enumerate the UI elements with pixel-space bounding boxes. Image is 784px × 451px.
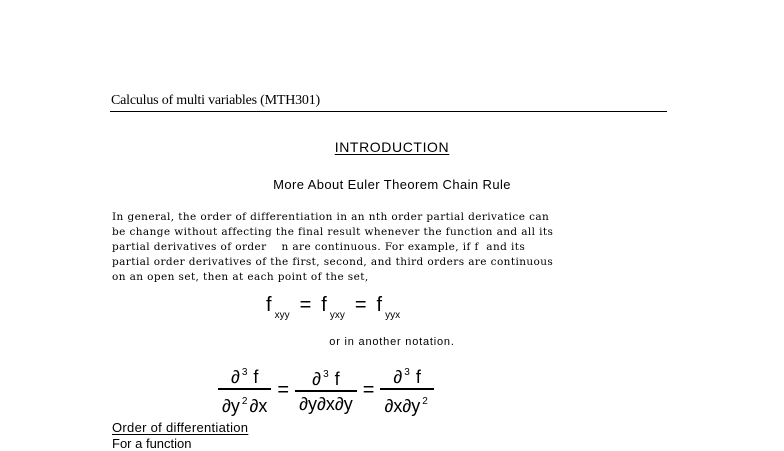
equals-sign: =: [362, 378, 375, 401]
equals-sign: =: [277, 378, 290, 401]
fraction-1: [218, 362, 271, 418]
document-header-title: Calculus of multi variables (MTH301): [111, 93, 320, 108]
order-of-differentiation-heading: Order of differentiation: [112, 420, 249, 435]
leibniz-equation: [218, 362, 434, 418]
fraction-denominator: ∂x∂y $^2$: [384, 396, 428, 416]
alternate-notation-note: or in another notation.: [329, 336, 455, 348]
paragraph-line: on an open set, then at each point of the set,: [112, 271, 369, 283]
fraction-denominator: ∂y∂x∂y: [299, 394, 353, 414]
fraction-denominator: ∂y $^2$ ∂x: [222, 396, 268, 416]
fraction-numerator: ∂ $^3$ f: [312, 369, 340, 389]
fraction-2: [295, 364, 357, 416]
paragraph-line: partial derivatives of order n are continuous. For example, if f and its: [112, 241, 526, 253]
subscript-yxy: yxy: [329, 310, 345, 321]
paragraph-line: partial order derivatives of the first, second, and third orders are continuous: [112, 256, 554, 268]
cut-off-text: For a function: [112, 436, 192, 451]
section-title: [0, 139, 784, 155]
section-subtitle: More About Euler Theorem Chain Rule: [273, 177, 511, 192]
function-symbol: f: [321, 294, 327, 316]
section-title-text: INTRODUCTION: [334, 139, 450, 155]
equals-sign: =: [299, 294, 312, 316]
fraction-numerator: ∂ $^3$ f: [393, 367, 421, 387]
fraction-numerator: ∂ $^3$ f: [230, 367, 259, 387]
subscript-yyx: yyx: [385, 310, 401, 321]
function-symbol: f: [376, 294, 383, 316]
intro-paragraph: [112, 210, 592, 285]
fraction-3: [380, 362, 433, 418]
mixed-partial-equation: [266, 294, 400, 324]
paragraph-line: In general, the order of differentiation in an nth order partial derivatice can: [112, 211, 550, 223]
paragraph-line: be change without affecting the final result whenever the function and all its: [112, 226, 554, 238]
function-symbol: f: [266, 294, 272, 316]
equals-sign: =: [354, 294, 367, 316]
header-divider: [110, 111, 667, 112]
subscript-xyy: xyy: [274, 310, 290, 321]
